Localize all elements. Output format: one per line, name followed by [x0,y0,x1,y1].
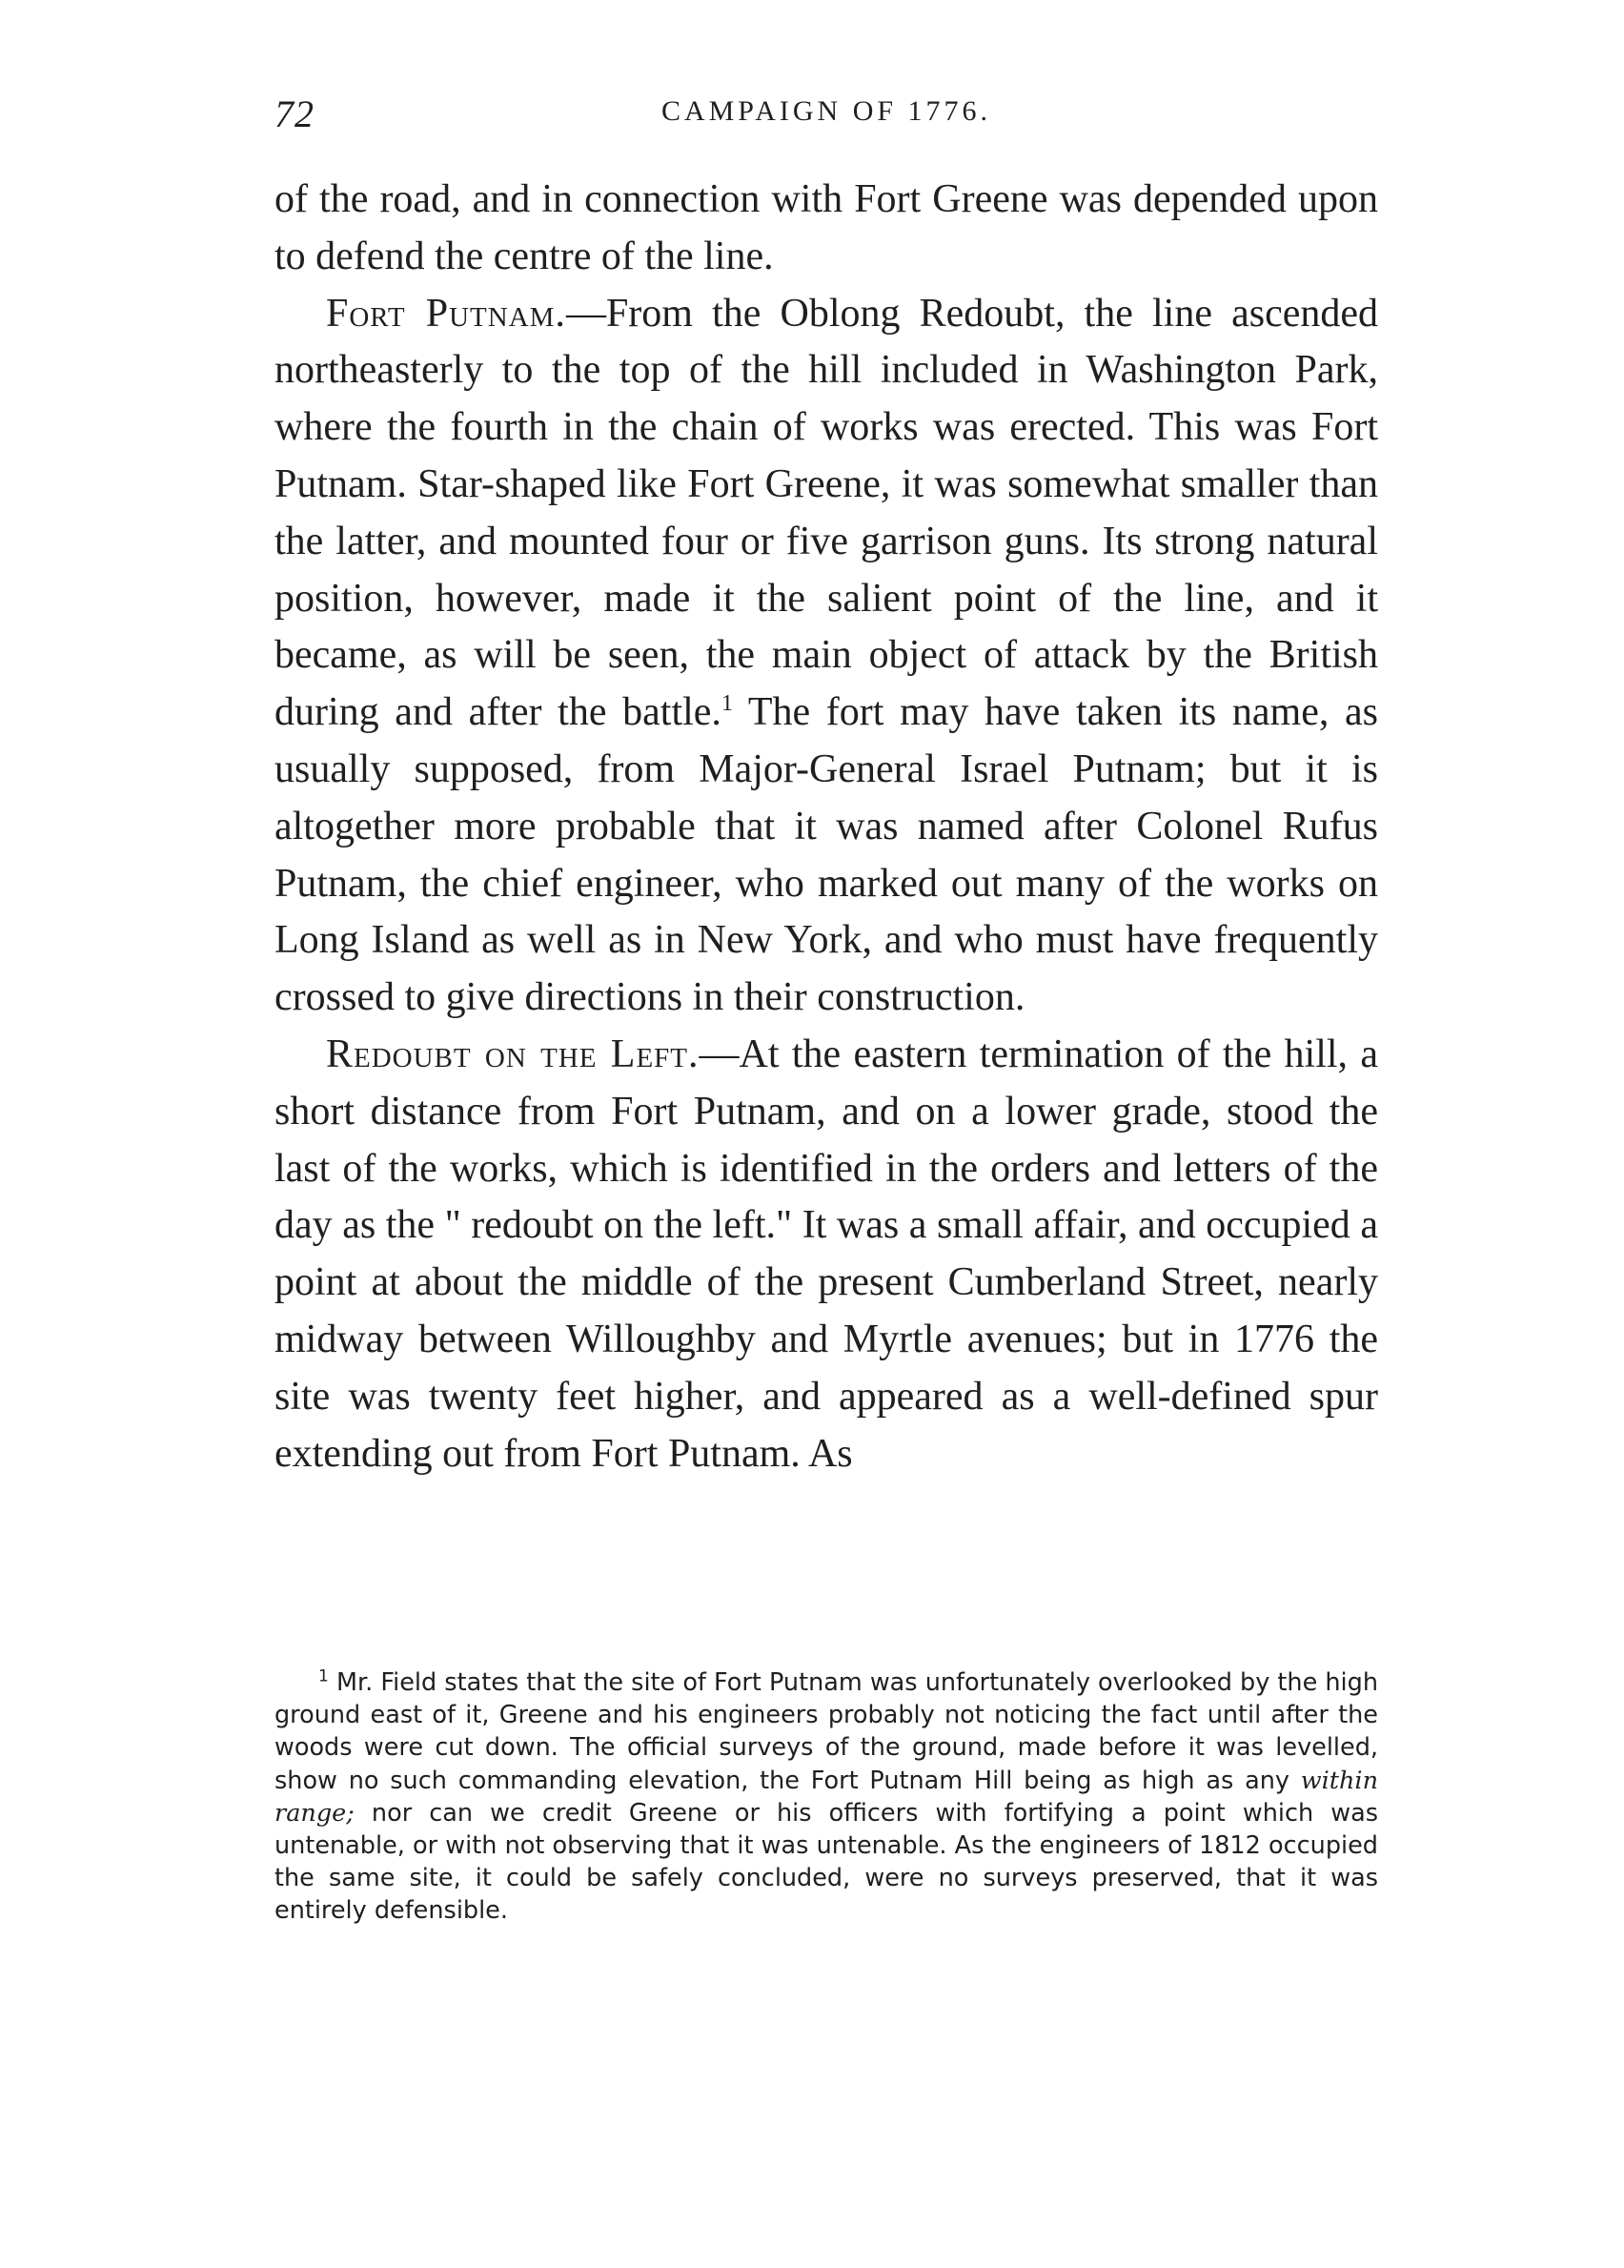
paragraph-continuation [274,172,1378,286]
paragraph-redoubt-on-the-left [274,1027,1378,1482]
footnote-reference[interactable]: 1 [721,691,733,717]
footnote-text: nor can we credit Greene or his officers with fortifying a point which was untenable, or with not observing that it was untenable. As the engineers of 1812 occupied the same site, it could be safely concluded, were no surveys preserved, that it was entirely defensible. [274,1798,1378,1926]
page-header [274,92,1378,149]
section-heading-fort-putnam: Fort Putnam. [326,291,566,336]
paragraph-text: of the road, and in connection with Fort Greene was depended upon to defend the centre of the line. [274,177,1378,278]
section-heading-redoubt: Redoubt on the Left. [326,1032,700,1076]
footnote [274,1666,1378,1928]
footnote-mark: 1 [318,1666,329,1686]
paragraph-text: —At the eastern termination of the hill, a short distance from Fort Putnam, and on a lower grade, stood the last of the works, which is identified in the orders and letters of the day as the " redoubt on the left." It was a small affair, and occupied a point at about the middle of the present Cumberland Street, nearly midway between Willoughby and Myrtle avenues; but in 1776 the site was twenty feet higher, and appeared as a well-defined spur extending out from Fort Putnam. As [274,1032,1379,1476]
running-head: CAMPAIGN OF 1776. [660,95,992,127]
paragraph-text: The fort may have taken its name, as usually supposed, from Major-General Israel Putnam; but it is altogether more probable that it was named after Colonel Rufus Putnam, the chief engineer, who marked out many of the works on Long Island as well as in New York, and who must have frequently crossed to give directions in their construction. [274,690,1378,1020]
body-text [274,172,1378,1482]
footnote-text: Mr. Field states that the site of Fort Putnam was unfortunately overlooked by the high ground east of it, Greene and his engineers probably not noticing the fact until after the woods were cut down. The official surveys of the ground, made before it was levelled, show no such commanding elevation, the Fort Putnam Hill being as high as any [274,1668,1378,1795]
footnote-emphasis: within range; [274,1766,1378,1828]
page-number: 72 [274,92,315,135]
paragraph-text: —From the Oblong Redoubt, the line ascended northeasterly to the top of the hill included in Washington Park, where the fourth in the chain of works was erected. This was Fort Putnam. Star-shaped like Fort Greene, it was somewhat smaller than the latter, and mounted four or five garrison guns. Its strong natural position, however, made it the salient point of the line, and it became, as will be seen, the main object of attack by the British during and after the battle. [274,291,1378,735]
paragraph-fort-putnam [274,286,1378,1027]
